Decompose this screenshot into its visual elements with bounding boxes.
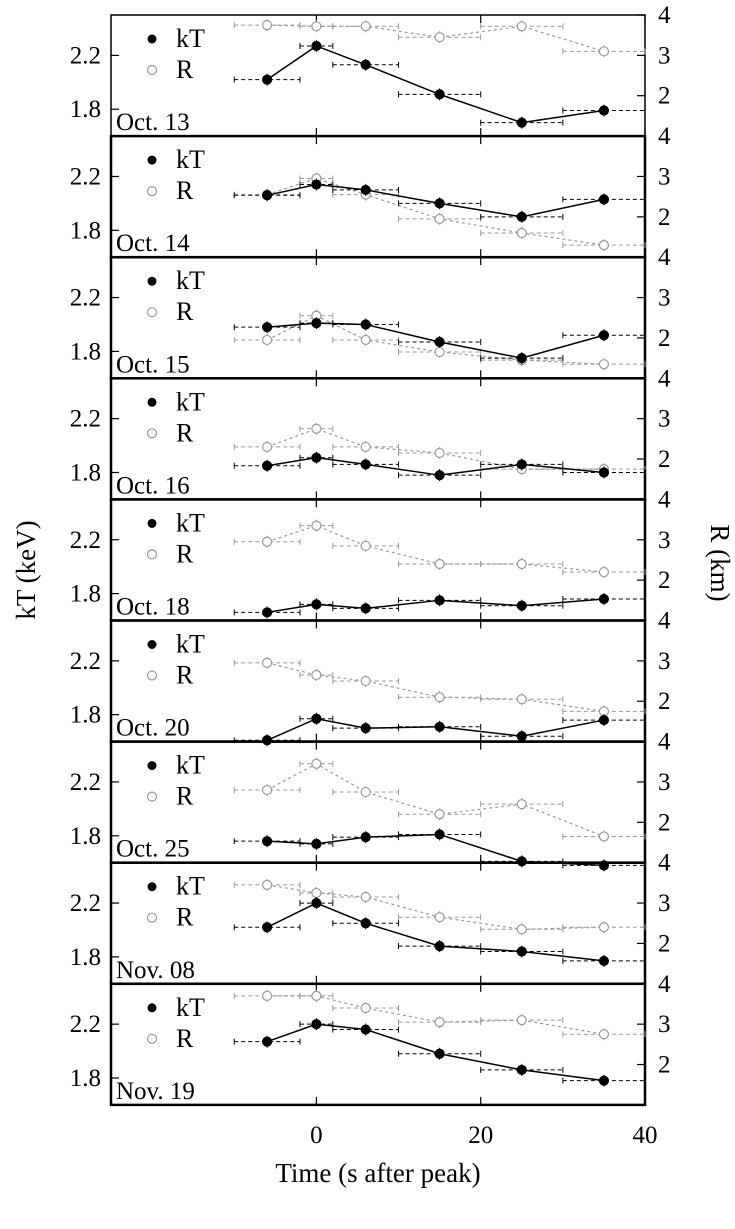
kT-data-point — [435, 942, 444, 951]
legend-R-label: R — [176, 418, 194, 448]
R-data-point — [599, 832, 608, 841]
R-data-point — [263, 991, 272, 1000]
R-data-point — [599, 923, 608, 932]
R-data-point — [361, 335, 370, 344]
kT-tick-label: 2.2 — [69, 163, 101, 191]
kT-data-point — [361, 919, 370, 928]
R-tick-label: 3 — [658, 1011, 671, 1039]
kT-tick-label: 2.2 — [69, 768, 101, 796]
kT-data-point — [517, 947, 526, 956]
R-tick-label: 3 — [658, 647, 671, 675]
legend-kT-marker — [148, 398, 157, 407]
R-data-point — [312, 888, 321, 897]
R-tick-label: 4 — [658, 849, 671, 877]
R-tick-label: 3 — [658, 42, 671, 70]
kT-tick-label: 1.8 — [69, 1064, 101, 1092]
legend-kT-marker — [148, 761, 157, 770]
R-series-line — [267, 764, 604, 837]
panel — [70, 2, 671, 136]
R-data-point — [312, 521, 321, 530]
legend-R-marker — [148, 671, 157, 680]
kT-data-point — [361, 1025, 370, 1034]
legend-kT-marker — [148, 277, 157, 286]
R-data-point — [312, 759, 321, 768]
kT-data-point — [312, 899, 321, 908]
legend-kT-marker — [148, 519, 157, 528]
panel-label: Nov. 19 — [116, 1077, 195, 1105]
kT-data-point — [435, 199, 444, 208]
R-tick-label: 2 — [658, 930, 671, 958]
kT-series-line — [267, 903, 604, 961]
kT-tick-label: 2.2 — [69, 890, 101, 918]
kT-data-point — [361, 724, 370, 733]
R-data-point — [435, 810, 444, 819]
kT-data-point — [263, 323, 272, 332]
kT-data-point — [361, 60, 370, 69]
R-data-point — [435, 1018, 444, 1027]
R-tick-label: 4 — [658, 970, 671, 998]
R-data-point — [263, 880, 272, 889]
kT-data-point — [312, 453, 321, 462]
kT-data-point — [263, 837, 272, 846]
legend-R-marker — [148, 308, 157, 317]
y-axis-label-left: kT (keV) — [11, 520, 41, 620]
R-tick-label: 4 — [658, 244, 671, 272]
kT-data-point — [312, 319, 321, 328]
kT-data-point — [361, 460, 370, 469]
R-data-point — [517, 22, 526, 31]
legend-R-marker — [148, 66, 157, 75]
chart-panels — [70, 2, 671, 1105]
kT-data-point — [435, 337, 444, 346]
legend-R-label: R — [176, 55, 194, 84]
kT-data-point — [517, 1065, 526, 1074]
panel-label: Oct. 16 — [116, 472, 190, 500]
kT-tick-label: 2.2 — [69, 526, 101, 554]
panel — [70, 244, 671, 378]
R-tick-label: 4 — [658, 2, 671, 29]
legend-kT-label: kT — [176, 387, 205, 417]
legend-kT-label: kT — [176, 266, 205, 296]
kT-data-point — [312, 1020, 321, 1029]
kT-tick-label: 1.8 — [69, 701, 101, 729]
panel-label: Oct. 13 — [116, 109, 190, 137]
kT-tick-label: 1.8 — [69, 580, 101, 608]
kT-data-point — [435, 722, 444, 731]
kT-data-point — [517, 354, 526, 363]
R-tick-label: 4 — [658, 365, 671, 393]
R-tick-label: 2 — [658, 82, 671, 110]
kT-tick-label: 2.2 — [69, 42, 101, 70]
R-data-point — [435, 348, 444, 357]
R-data-point — [517, 800, 526, 809]
panel — [70, 608, 671, 747]
legend-kT-label: kT — [176, 145, 205, 175]
kT-data-point — [312, 600, 321, 609]
legend-kT-label: kT — [176, 629, 205, 659]
legend-R-marker — [148, 913, 157, 922]
kT-tick-label: 1.8 — [69, 96, 101, 124]
kT-data-point — [517, 118, 526, 127]
kT-data-point — [517, 212, 526, 221]
kT-tick-label: 1.8 — [69, 822, 101, 850]
panel-label: Oct. 14 — [116, 230, 190, 258]
R-data-point — [361, 788, 370, 797]
kT-data-point — [599, 716, 608, 725]
R-tick-label: 3 — [658, 163, 671, 191]
kT-data-point — [263, 75, 272, 84]
legend-kT-marker — [148, 882, 157, 891]
panel-label: Oct. 20 — [116, 714, 190, 742]
legend-R-label: R — [176, 1023, 194, 1053]
kT-data-point — [517, 732, 526, 741]
R-tick-label: 3 — [658, 890, 671, 918]
R-data-point — [361, 893, 370, 902]
R-data-point — [435, 913, 444, 922]
R-data-point — [312, 22, 321, 31]
kT-data-point — [599, 1076, 608, 1085]
y-axis-label-right: R (km) — [705, 524, 735, 602]
legend-kT-label: kT — [176, 24, 205, 53]
kT-data-point — [263, 608, 272, 617]
x-tick-label: 20 — [468, 1121, 494, 1149]
kT-tick-label: 2.2 — [69, 647, 101, 675]
R-data-point — [517, 559, 526, 568]
kT-data-point — [435, 1049, 444, 1058]
panel-label: Nov. 08 — [116, 956, 195, 984]
kT-data-point — [263, 736, 272, 745]
kT-data-point — [599, 331, 608, 340]
kT-data-point — [517, 601, 526, 610]
legend-kT-label: kT — [176, 871, 205, 901]
R-data-point — [312, 991, 321, 1000]
kT-data-point — [263, 461, 272, 470]
R-tick-label: 2 — [658, 324, 671, 352]
legend-kT-marker — [148, 640, 157, 649]
panel-label: Oct. 18 — [116, 593, 190, 621]
R-data-point — [435, 448, 444, 457]
panel — [70, 850, 671, 984]
R-tick-label: 4 — [658, 728, 671, 756]
kT-data-point — [435, 596, 444, 605]
legend-R-marker — [148, 187, 157, 196]
legend-R-marker — [148, 550, 157, 559]
kT-tick-label: 1.8 — [69, 459, 101, 487]
R-tick-label: 2 — [658, 446, 671, 474]
R-data-point — [599, 568, 608, 577]
kT-data-point — [435, 90, 444, 99]
legend-R-label: R — [176, 539, 194, 569]
R-data-point — [517, 925, 526, 934]
panel — [70, 729, 671, 872]
R-data-point — [599, 360, 608, 369]
R-tick-label: 2 — [658, 203, 671, 231]
kT-data-point — [361, 604, 370, 613]
kT-tick-label: 1.8 — [69, 338, 101, 366]
R-data-point — [435, 693, 444, 702]
R-data-point — [312, 670, 321, 679]
R-data-point — [361, 677, 370, 686]
kT-data-point — [312, 714, 321, 723]
kT-data-point — [599, 468, 608, 477]
kT-data-point — [312, 839, 321, 848]
kT-data-point — [599, 195, 608, 204]
R-tick-label: 3 — [658, 526, 671, 554]
kT-data-point — [599, 594, 608, 603]
legend-kT-marker — [148, 35, 157, 44]
kT-data-point — [435, 830, 444, 839]
R-data-point — [435, 559, 444, 568]
R-data-point — [263, 658, 272, 667]
legend-kT-label: kT — [176, 750, 205, 780]
panel-label: Oct. 15 — [116, 351, 190, 379]
R-data-point — [263, 442, 272, 451]
panel — [70, 486, 671, 620]
kT-data-point — [517, 460, 526, 469]
kT-data-point — [435, 471, 444, 480]
R-data-point — [517, 1016, 526, 1025]
R-tick-label: 2 — [658, 809, 671, 837]
R-data-point — [361, 1004, 370, 1013]
R-tick-label: 3 — [658, 284, 671, 312]
x-axis-ticks — [310, 1122, 657, 1149]
kT-data-point — [312, 180, 321, 189]
kT-series-line — [267, 46, 604, 123]
R-data-point — [599, 47, 608, 56]
R-data-point — [435, 214, 444, 223]
x-tick-label: 40 — [632, 1121, 658, 1149]
x-axis-label: Time (s after peak) — [275, 1158, 481, 1188]
panel-label: Oct. 25 — [116, 835, 190, 863]
kT-data-point — [361, 320, 370, 329]
R-tick-label: 3 — [658, 768, 671, 796]
legend-R-label: R — [176, 781, 194, 811]
x-tick-label: 0 — [310, 1121, 323, 1149]
kT-data-point — [263, 191, 272, 200]
R-data-point — [312, 424, 321, 433]
R-data-point — [599, 241, 608, 250]
R-series-line — [267, 429, 604, 469]
legend-R-label: R — [176, 660, 194, 690]
panel — [70, 971, 671, 1105]
kT-tick-label: 2.2 — [69, 284, 101, 312]
kT-tick-label: 1.8 — [69, 943, 101, 971]
kT-tick-label: 2.2 — [69, 1011, 101, 1039]
R-data-point — [263, 335, 272, 344]
legend-kT-label: kT — [176, 992, 205, 1022]
R-tick-label: 3 — [658, 405, 671, 433]
kT-data-point — [599, 106, 608, 115]
panel — [70, 123, 671, 257]
kT-data-point — [312, 41, 321, 50]
R-tick-label: 4 — [658, 123, 671, 151]
kT-data-point — [361, 185, 370, 194]
legend-kT-label: kT — [176, 508, 205, 538]
R-tick-label: 2 — [658, 688, 671, 716]
kT-tick-label: 1.8 — [69, 217, 101, 245]
legend-kT-marker — [148, 156, 157, 165]
legend-R-label: R — [176, 902, 194, 932]
legend-R-marker — [148, 1034, 157, 1043]
R-tick-label: 2 — [658, 567, 671, 595]
R-data-point — [517, 228, 526, 237]
R-data-point — [263, 21, 272, 30]
kT-data-point — [599, 956, 608, 965]
kT-data-point — [263, 923, 272, 932]
R-data-point — [263, 537, 272, 546]
legend-kT-marker — [148, 1003, 157, 1012]
kT-data-point — [263, 1037, 272, 1046]
R-data-point — [517, 695, 526, 704]
R-data-point — [263, 786, 272, 795]
legend-R-marker — [148, 792, 157, 801]
kT-data-point — [517, 857, 526, 866]
kT-data-point — [361, 833, 370, 842]
panel — [70, 365, 671, 499]
R-data-point — [361, 541, 370, 550]
R-data-point — [361, 22, 370, 31]
legend-R-label: R — [176, 176, 194, 206]
R-tick-label: 2 — [658, 1051, 671, 1079]
R-tick-label: 4 — [658, 486, 671, 514]
kT-tick-label: 2.2 — [69, 405, 101, 433]
R-data-point — [599, 1030, 608, 1039]
R-tick-label: 4 — [658, 607, 671, 635]
legend-R-label: R — [176, 297, 194, 327]
R-data-point — [435, 33, 444, 42]
R-data-point — [361, 442, 370, 451]
legend-R-marker — [148, 429, 157, 438]
